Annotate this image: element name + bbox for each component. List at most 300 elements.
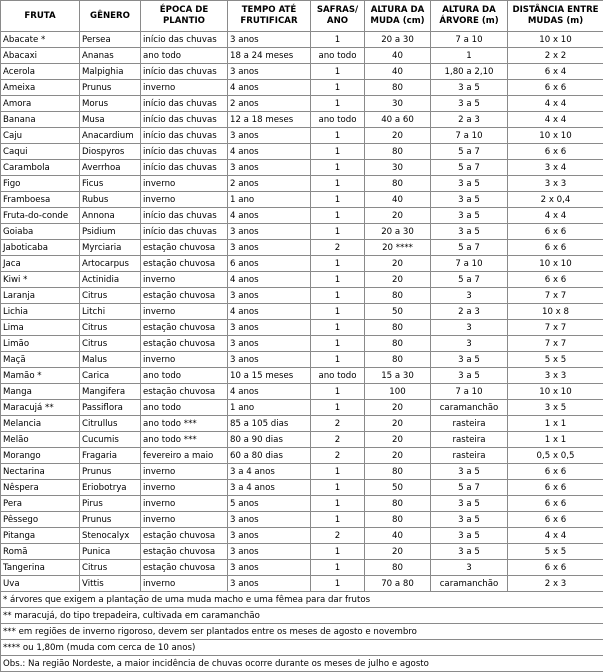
cell-altura-arvore: 5 a 7 <box>431 160 508 176</box>
cell-altura-arvore: 5 a 7 <box>431 144 508 160</box>
cell-genero: Ficus <box>80 176 141 192</box>
cell-distancia: 6 x 4 <box>508 64 603 80</box>
cell-distancia: 10 x 8 <box>508 304 603 320</box>
cell-altura-muda: 80 <box>365 352 431 368</box>
cell-genero: Mangifera <box>80 384 141 400</box>
cell-altura-muda: 30 <box>365 160 431 176</box>
cell-genero: Fragaria <box>80 448 141 464</box>
cell-fruta: Abacate * <box>1 32 80 48</box>
cell-distancia: 3 x 4 <box>508 160 603 176</box>
cell-fruta: Nêspera <box>1 480 80 496</box>
cell-altura-muda: 80 <box>365 560 431 576</box>
cell-tempo: 3 anos <box>228 32 311 48</box>
table-header <box>1 1 603 32</box>
cell-safras: 1 <box>311 224 365 240</box>
cell-tempo: 4 anos <box>228 80 311 96</box>
cell-fruta: Caju <box>1 128 80 144</box>
cell-genero: Anacardium <box>80 128 141 144</box>
cell-safras: 1 <box>311 128 365 144</box>
cell-fruta: Nectarina <box>1 464 80 480</box>
cell-epoca: inverno <box>141 496 228 512</box>
table-row <box>1 288 603 304</box>
table-row <box>1 480 603 496</box>
table-row <box>1 144 603 160</box>
cell-epoca: inverno <box>141 480 228 496</box>
cell-altura-muda: 50 <box>365 304 431 320</box>
cell-tempo: 4 anos <box>228 208 311 224</box>
cell-safras: 1 <box>311 352 365 368</box>
footnotes <box>1 592 603 672</box>
table-row <box>1 544 603 560</box>
cell-altura-arvore: 3 a 5 <box>431 176 508 192</box>
cell-tempo: 3 a 4 anos <box>228 480 311 496</box>
cell-altura-arvore: 3 a 5 <box>431 96 508 112</box>
cell-tempo: 4 anos <box>228 272 311 288</box>
header-distancia: DISTÂNCIA ENTRE MUDAS (m) <box>508 1 603 32</box>
cell-tempo: 3 anos <box>228 160 311 176</box>
cell-distancia: 6 x 6 <box>508 512 603 528</box>
cell-altura-muda: 50 <box>365 480 431 496</box>
cell-altura-arvore: 3 <box>431 288 508 304</box>
cell-tempo: 3 anos <box>228 336 311 352</box>
cell-fruta: Melão <box>1 432 80 448</box>
cell-epoca: fevereiro a maio <box>141 448 228 464</box>
cell-altura-arvore: 1 <box>431 48 508 64</box>
cell-tempo: 3 anos <box>228 576 311 592</box>
cell-fruta: Pitanga <box>1 528 80 544</box>
cell-safras: 1 <box>311 176 365 192</box>
cell-genero: Actinidia <box>80 272 141 288</box>
cell-distancia: 6 x 6 <box>508 464 603 480</box>
cell-safras: 1 <box>311 480 365 496</box>
cell-safras: ano todo <box>311 368 365 384</box>
cell-distancia: 3 x 5 <box>508 400 603 416</box>
cell-epoca: ano todo <box>141 400 228 416</box>
cell-altura-muda: 80 <box>365 80 431 96</box>
cell-tempo: 85 a 105 dias <box>228 416 311 432</box>
cell-tempo: 3 anos <box>228 288 311 304</box>
cell-altura-arvore: 3 a 5 <box>431 208 508 224</box>
table-row <box>1 256 603 272</box>
cell-fruta: Maracujá ** <box>1 400 80 416</box>
cell-altura-arvore: 5 a 7 <box>431 480 508 496</box>
cell-genero: Stenocalyx <box>80 528 141 544</box>
cell-safras: 1 <box>311 80 365 96</box>
header-genero: GÊNERO <box>80 1 141 32</box>
cell-altura-muda: 80 <box>365 176 431 192</box>
cell-safras: 1 <box>311 256 365 272</box>
table-row <box>1 304 603 320</box>
cell-epoca: estação chuvosa <box>141 560 228 576</box>
table-row <box>1 464 603 480</box>
cell-fruta: Pêssego <box>1 512 80 528</box>
cell-epoca: inverno <box>141 576 228 592</box>
cell-safras: 1 <box>311 160 365 176</box>
cell-tempo: 3 anos <box>228 528 311 544</box>
cell-genero: Punica <box>80 544 141 560</box>
cell-genero: Rubus <box>80 192 141 208</box>
footnote-row <box>1 640 603 656</box>
cell-altura-arvore: 7 a 10 <box>431 32 508 48</box>
header-tempo: TEMPO ATÉ FRUTIFICAR <box>228 1 311 32</box>
cell-epoca: estação chuvosa <box>141 320 228 336</box>
table-row <box>1 160 603 176</box>
cell-fruta: Banana <box>1 112 80 128</box>
cell-distancia: 1 x 1 <box>508 432 603 448</box>
cell-altura-arvore: 3 <box>431 320 508 336</box>
cell-genero: Cucumis <box>80 432 141 448</box>
cell-altura-muda: 80 <box>365 496 431 512</box>
cell-distancia: 6 x 6 <box>508 272 603 288</box>
cell-genero: Citrus <box>80 560 141 576</box>
table-row <box>1 112 603 128</box>
cell-fruta: Manga <box>1 384 80 400</box>
table-row <box>1 176 603 192</box>
cell-tempo: 12 a 18 meses <box>228 112 311 128</box>
cell-altura-arvore: 7 a 10 <box>431 384 508 400</box>
cell-distancia: 2 x 2 <box>508 48 603 64</box>
cell-altura-arvore: 3 a 5 <box>431 192 508 208</box>
cell-distancia: 10 x 10 <box>508 32 603 48</box>
cell-fruta: Romã <box>1 544 80 560</box>
cell-distancia: 4 x 4 <box>508 112 603 128</box>
cell-genero: Eriobotrya <box>80 480 141 496</box>
cell-altura-arvore: caramanchão <box>431 400 508 416</box>
cell-fruta: Carambola <box>1 160 80 176</box>
table-row <box>1 128 603 144</box>
cell-tempo: 4 anos <box>228 144 311 160</box>
cell-altura-muda: 20 <box>365 544 431 560</box>
cell-safras: 1 <box>311 272 365 288</box>
cell-epoca: estação chuvosa <box>141 288 228 304</box>
footnote-row <box>1 592 603 608</box>
table-row <box>1 368 603 384</box>
cell-altura-muda: 40 a 60 <box>365 112 431 128</box>
table-row <box>1 432 603 448</box>
cell-altura-arvore: 2 a 3 <box>431 112 508 128</box>
cell-distancia: 3 x 3 <box>508 176 603 192</box>
cell-distancia: 10 x 10 <box>508 128 603 144</box>
cell-tempo: 3 anos <box>228 352 311 368</box>
cell-altura-arvore: caramanchão <box>431 576 508 592</box>
cell-epoca: estação chuvosa <box>141 528 228 544</box>
cell-genero: Citrus <box>80 336 141 352</box>
cell-epoca: ano todo *** <box>141 416 228 432</box>
cell-safras: 1 <box>311 208 365 224</box>
cell-epoca: início das chuvas <box>141 64 228 80</box>
cell-fruta: Melancia <box>1 416 80 432</box>
footnote-text: * árvores que exigem a plantação de uma muda macho e uma fêmea para dar frutos <box>1 592 603 608</box>
cell-genero: Psidium <box>80 224 141 240</box>
cell-altura-arvore: 3 a 5 <box>431 368 508 384</box>
cell-safras: 2 <box>311 240 365 256</box>
cell-genero: Ananas <box>80 48 141 64</box>
cell-altura-arvore: 1,80 a 2,10 <box>431 64 508 80</box>
cell-fruta: Laranja <box>1 288 80 304</box>
cell-genero: Prunus <box>80 512 141 528</box>
cell-epoca: inverno <box>141 352 228 368</box>
cell-fruta: Tangerina <box>1 560 80 576</box>
cell-epoca: início das chuvas <box>141 32 228 48</box>
cell-epoca: estação chuvosa <box>141 240 228 256</box>
cell-fruta: Ameixa <box>1 80 80 96</box>
footnote-text: Obs.: Na região Nordeste, a maior incidência de chuvas ocorre durante os meses de julho e agosto <box>1 656 603 672</box>
cell-safras: ano todo <box>311 48 365 64</box>
cell-epoca: início das chuvas <box>141 208 228 224</box>
cell-genero: Morus <box>80 96 141 112</box>
cell-epoca: inverno <box>141 512 228 528</box>
cell-distancia: 6 x 6 <box>508 144 603 160</box>
cell-fruta: Maçã <box>1 352 80 368</box>
cell-safras: 1 <box>311 32 365 48</box>
cell-epoca: ano todo <box>141 368 228 384</box>
cell-safras: 1 <box>311 384 365 400</box>
footnote-text: ** maracujá, do tipo trepadeira, cultivada em caramanchão <box>1 608 603 624</box>
cell-fruta: Figo <box>1 176 80 192</box>
cell-epoca: inverno <box>141 304 228 320</box>
cell-altura-muda: 20 <box>365 400 431 416</box>
cell-tempo: 4 anos <box>228 304 311 320</box>
cell-distancia: 6 x 6 <box>508 496 603 512</box>
footnote-text: *** em regiões de inverno rigoroso, devem ser plantados entre os meses de agosto e novembro <box>1 624 603 640</box>
cell-tempo: 1 ano <box>228 400 311 416</box>
cell-epoca: estação chuvosa <box>141 544 228 560</box>
cell-distancia: 6 x 6 <box>508 80 603 96</box>
cell-fruta: Uva <box>1 576 80 592</box>
cell-genero: Vittis <box>80 576 141 592</box>
cell-fruta: Caqui <box>1 144 80 160</box>
cell-safras: 1 <box>311 560 365 576</box>
cell-altura-muda: 40 <box>365 64 431 80</box>
cell-safras: 1 <box>311 144 365 160</box>
table-row <box>1 240 603 256</box>
cell-altura-muda: 20 a 30 <box>365 32 431 48</box>
cell-altura-arvore: 5 a 7 <box>431 272 508 288</box>
cell-altura-arvore: 7 a 10 <box>431 128 508 144</box>
cell-altura-muda: 20 **** <box>365 240 431 256</box>
cell-fruta: Acerola <box>1 64 80 80</box>
cell-epoca: estação chuvosa <box>141 256 228 272</box>
header-altura-arvore: ALTURA DA ÁRVORE (m) <box>431 1 508 32</box>
cell-safras: 2 <box>311 432 365 448</box>
cell-altura-muda: 40 <box>365 528 431 544</box>
table-row <box>1 80 603 96</box>
footnote-row <box>1 608 603 624</box>
table-row <box>1 224 603 240</box>
cell-epoca: inverno <box>141 192 228 208</box>
cell-distancia: 6 x 6 <box>508 240 603 256</box>
cell-altura-arvore: 2 a 3 <box>431 304 508 320</box>
cell-tempo: 6 anos <box>228 256 311 272</box>
table-body <box>1 32 603 592</box>
cell-altura-muda: 20 <box>365 208 431 224</box>
cell-tempo: 1 ano <box>228 192 311 208</box>
cell-fruta: Amora <box>1 96 80 112</box>
cell-altura-arvore: rasteira <box>431 416 508 432</box>
cell-genero: Passiflora <box>80 400 141 416</box>
cell-tempo: 80 a 90 dias <box>228 432 311 448</box>
cell-safras: 2 <box>311 416 365 432</box>
cell-genero: Prunus <box>80 464 141 480</box>
footnote-text: **** ou 1,80m (muda com cerca de 10 anos) <box>1 640 603 656</box>
cell-fruta: Fruta-do-conde <box>1 208 80 224</box>
cell-epoca: início das chuvas <box>141 112 228 128</box>
table-row <box>1 400 603 416</box>
cell-altura-arvore: 3 a 5 <box>431 512 508 528</box>
cell-tempo: 60 a 80 dias <box>228 448 311 464</box>
cell-epoca: inverno <box>141 80 228 96</box>
cell-safras: 1 <box>311 64 365 80</box>
table-row <box>1 64 603 80</box>
cell-distancia: 6 x 6 <box>508 224 603 240</box>
cell-altura-muda: 80 <box>365 464 431 480</box>
cell-fruta: Framboesa <box>1 192 80 208</box>
cell-distancia: 3 x 3 <box>508 368 603 384</box>
cell-tempo: 2 anos <box>228 176 311 192</box>
cell-epoca: ano todo <box>141 48 228 64</box>
cell-genero: Annona <box>80 208 141 224</box>
cell-tempo: 3 anos <box>228 560 311 576</box>
cell-epoca: início das chuvas <box>141 160 228 176</box>
table-row <box>1 32 603 48</box>
cell-fruta: Kiwi * <box>1 272 80 288</box>
cell-altura-muda: 40 <box>365 48 431 64</box>
cell-distancia: 4 x 4 <box>508 528 603 544</box>
cell-altura-arvore: 3 a 5 <box>431 528 508 544</box>
cell-genero: Carica <box>80 368 141 384</box>
cell-altura-muda: 20 <box>365 448 431 464</box>
cell-altura-muda: 80 <box>365 512 431 528</box>
cell-fruta: Jaboticaba <box>1 240 80 256</box>
header-fruta: FRUTA <box>1 1 80 32</box>
cell-altura-arvore: 3 <box>431 336 508 352</box>
cell-genero: Citrullus <box>80 416 141 432</box>
cell-altura-muda: 70 a 80 <box>365 576 431 592</box>
table-row <box>1 48 603 64</box>
table-row <box>1 560 603 576</box>
cell-epoca: estação chuvosa <box>141 384 228 400</box>
cell-tempo: 10 a 15 meses <box>228 368 311 384</box>
cell-genero: Malus <box>80 352 141 368</box>
cell-epoca: inverno <box>141 272 228 288</box>
cell-safras: 1 <box>311 320 365 336</box>
cell-altura-arvore: 3 <box>431 560 508 576</box>
cell-tempo: 5 anos <box>228 496 311 512</box>
cell-epoca: início das chuvas <box>141 128 228 144</box>
cell-safras: ano todo <box>311 112 365 128</box>
cell-tempo: 3 a 4 anos <box>228 464 311 480</box>
table-row <box>1 208 603 224</box>
table-row <box>1 416 603 432</box>
cell-altura-arvore: rasteira <box>431 432 508 448</box>
cell-epoca: início das chuvas <box>141 144 228 160</box>
cell-safras: 1 <box>311 400 365 416</box>
cell-genero: Diospyros <box>80 144 141 160</box>
cell-genero: Musa <box>80 112 141 128</box>
cell-safras: 1 <box>311 96 365 112</box>
cell-altura-muda: 20 <box>365 256 431 272</box>
header-row <box>1 1 603 32</box>
table-row <box>1 384 603 400</box>
cell-distancia: 6 x 6 <box>508 560 603 576</box>
cell-epoca: início das chuvas <box>141 96 228 112</box>
cell-epoca: inverno <box>141 464 228 480</box>
cell-safras: 1 <box>311 304 365 320</box>
cell-fruta: Morango <box>1 448 80 464</box>
cell-altura-muda: 20 <box>365 432 431 448</box>
cell-altura-arvore: 7 a 10 <box>431 256 508 272</box>
cell-altura-muda: 20 a 30 <box>365 224 431 240</box>
cell-safras: 1 <box>311 576 365 592</box>
header-altura-muda: ALTURA DA MUDA (cm) <box>365 1 431 32</box>
cell-altura-arvore: 3 a 5 <box>431 224 508 240</box>
cell-altura-muda: 80 <box>365 320 431 336</box>
cell-altura-arvore: 3 a 5 <box>431 464 508 480</box>
cell-distancia: 7 x 7 <box>508 336 603 352</box>
cell-distancia: 0,5 x 0,5 <box>508 448 603 464</box>
cell-altura-arvore: 3 a 5 <box>431 496 508 512</box>
cell-fruta: Mamão * <box>1 368 80 384</box>
cell-genero: Myrciaria <box>80 240 141 256</box>
cell-safras: 1 <box>311 336 365 352</box>
cell-altura-muda: 100 <box>365 384 431 400</box>
cell-tempo: 3 anos <box>228 224 311 240</box>
cell-altura-muda: 15 a 30 <box>365 368 431 384</box>
table-row <box>1 512 603 528</box>
cell-safras: 1 <box>311 464 365 480</box>
cell-distancia: 10 x 10 <box>508 256 603 272</box>
cell-distancia: 5 x 5 <box>508 352 603 368</box>
cell-epoca: início das chuvas <box>141 224 228 240</box>
cell-fruta: Limão <box>1 336 80 352</box>
cell-safras: 1 <box>311 192 365 208</box>
cell-genero: Persea <box>80 32 141 48</box>
cell-fruta: Pera <box>1 496 80 512</box>
table-row <box>1 272 603 288</box>
cell-tempo: 3 anos <box>228 320 311 336</box>
cell-altura-muda: 40 <box>365 192 431 208</box>
cell-fruta: Abacaxi <box>1 48 80 64</box>
cell-altura-arvore: 5 a 7 <box>431 240 508 256</box>
cell-altura-arvore: 3 a 5 <box>431 80 508 96</box>
cell-altura-arvore: 3 a 5 <box>431 352 508 368</box>
cell-genero: Litchi <box>80 304 141 320</box>
cell-safras: 1 <box>311 512 365 528</box>
cell-genero: Averrhoa <box>80 160 141 176</box>
cell-distancia: 7 x 7 <box>508 320 603 336</box>
cell-altura-muda: 80 <box>365 336 431 352</box>
footnote-row <box>1 656 603 672</box>
cell-epoca: estação chuvosa <box>141 336 228 352</box>
cell-genero: Pirus <box>80 496 141 512</box>
cell-distancia: 7 x 7 <box>508 288 603 304</box>
header-safras: SAFRAS/ ANO <box>311 1 365 32</box>
table-row <box>1 352 603 368</box>
cell-tempo: 3 anos <box>228 512 311 528</box>
table-row <box>1 576 603 592</box>
table-row <box>1 192 603 208</box>
cell-safras: 1 <box>311 496 365 512</box>
table-row <box>1 496 603 512</box>
cell-distancia: 1 x 1 <box>508 416 603 432</box>
cell-fruta: Jaca <box>1 256 80 272</box>
table-row <box>1 320 603 336</box>
header-epoca: ÉPOCA DE PLANTIO <box>141 1 228 32</box>
cell-tempo: 3 anos <box>228 240 311 256</box>
cell-altura-muda: 30 <box>365 96 431 112</box>
table-row <box>1 336 603 352</box>
cell-altura-arvore: 3 a 5 <box>431 544 508 560</box>
